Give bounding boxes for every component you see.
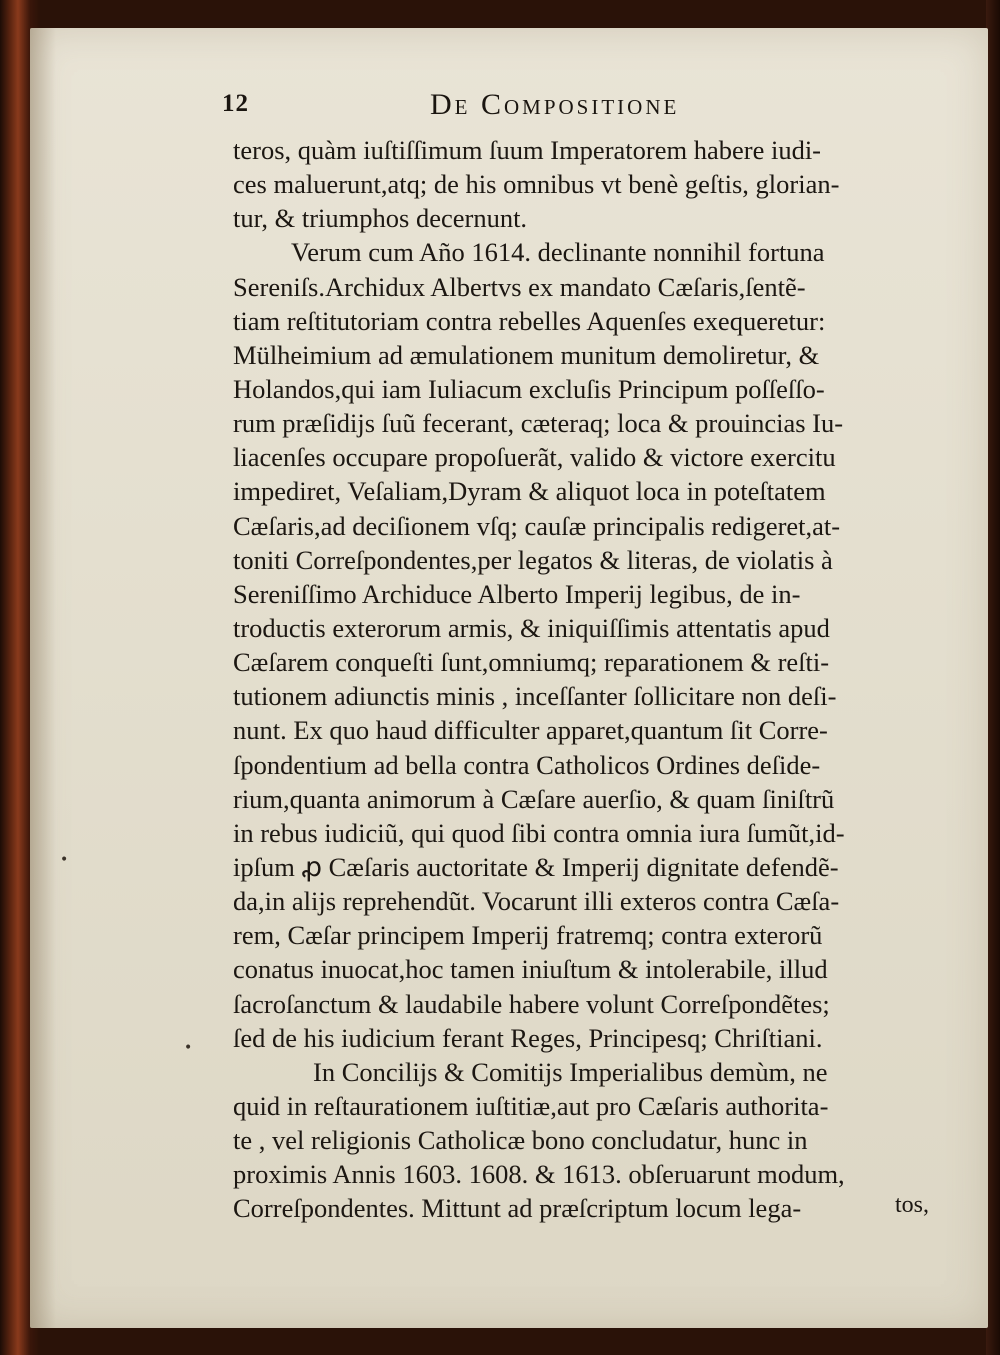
text-line: impediret, Veſaliam,Dyram & aliquot loca in poteſtatem	[233, 476, 826, 507]
text-line: Holandos,qui iam Iuliacum excluſis Principum poſſeſſo-	[233, 373, 825, 404]
margin-speck: •	[184, 1040, 193, 1056]
text-line: rem, Cæſar principem Imperij fratremq; contra exterorũ	[233, 920, 823, 951]
text-line: rium,quanta animorum à Cæſare auerſio, & quam ſiniſtrũ	[233, 783, 835, 814]
margin-speck: •	[60, 852, 69, 868]
text-line: teros, quàm iuſtiſſimum ſuum Imperatorem habere iudi-	[233, 135, 822, 165]
catchword: tos,	[895, 1192, 930, 1218]
text-line: rum præſidijs ſuũ fecerant, cæteraq; loca & prouincias Iu-	[233, 408, 844, 439]
body-text	[233, 133, 953, 1226]
text-line: Mülheimium ad æmulationem munitum demoliretur, &	[233, 339, 820, 370]
text-line: In Concilijs & Comitijs Imperialibus demùm, ne	[313, 1056, 828, 1087]
text-line: ces maluerunt,atq; de his omnibus vt benè geſtis, glorian-	[233, 169, 840, 200]
text-line: Correſpondentes. Mittunt ad præſcriptum locum lega-	[233, 1193, 802, 1224]
page-number: 12	[222, 90, 249, 117]
text-line: tur, & triumphos decernunt.	[233, 203, 528, 234]
page-header	[222, 90, 782, 120]
text-line: da,in alijs reprehendũt. Vocarunt illi exteros contra Cæſa-	[233, 886, 840, 917]
text-line: tiam reſtitutoriam contra rebelles Aquenſes exequeretur:	[233, 305, 826, 336]
text-line: te , vel religionis Catholicæ bono concludatur, hunc in	[233, 1125, 808, 1156]
text-line: Cæſarem conqueſti ſunt,omniumq; reparationem & reſti-	[233, 647, 830, 678]
text-line: in rebus iudiciũ, qui quod ſibi contra omnia iura ſumũt,id-	[233, 817, 845, 848]
text-line: Cæſaris,ad deciſionem vſq; cauſæ principalis redigeret,at-	[233, 510, 841, 541]
text-line: Sereniſſimo Archiduce Alberto Imperij legibus, de in-	[233, 578, 801, 609]
text-line: ſacroſanctum & laudabile habere volunt Correſpondẽtes;	[233, 988, 830, 1019]
text-line: liacenſes occupare propoſuerãt, valido & victore exercitu	[233, 442, 836, 473]
text-line: Verum cum Año 1614. declinante nonnihil fortuna	[291, 237, 825, 268]
text-line: ſed de his iudicium ferant Reges, Principesq; Chriſtiani.	[233, 1022, 823, 1053]
text-line: Sereniſs.Archidux Albertvs ex mandato Cæſaris,ſentẽ-	[233, 271, 806, 302]
book-edge	[986, 0, 1000, 1355]
text-line: ipſum ꝓ Cæſaris auctoritate & Imperij dignitate defendẽ-	[233, 851, 839, 882]
text-line: proximis Annis 1603. 1608. & 1613. obſeruarunt modum,	[233, 1159, 845, 1190]
text-line: conatus inuocat,hoc tamen iniuſtum & intolerabile, illud	[233, 954, 828, 985]
text-line: quid in reſtaurationem iuſtitiæ,aut pro Cæſaris authorita-	[233, 1090, 829, 1121]
text-line: toniti Correſpondentes,per legatos & literas, de violatis à	[233, 544, 833, 575]
running-title: De Compositione	[430, 88, 680, 121]
text-line: nunt. Ex quo haud difficulter apparet,quantum ſit Corre-	[233, 715, 828, 746]
text-line: tutionem adiunctis minis , inceſſanter ſollicitare non deſi-	[233, 681, 837, 712]
text-line: troductis exterorum armis, & iniquiſſimis attentatis apud	[233, 612, 830, 643]
text-line: ſpondentium ad bella contra Catholicos Ordines deſide-	[233, 749, 821, 780]
